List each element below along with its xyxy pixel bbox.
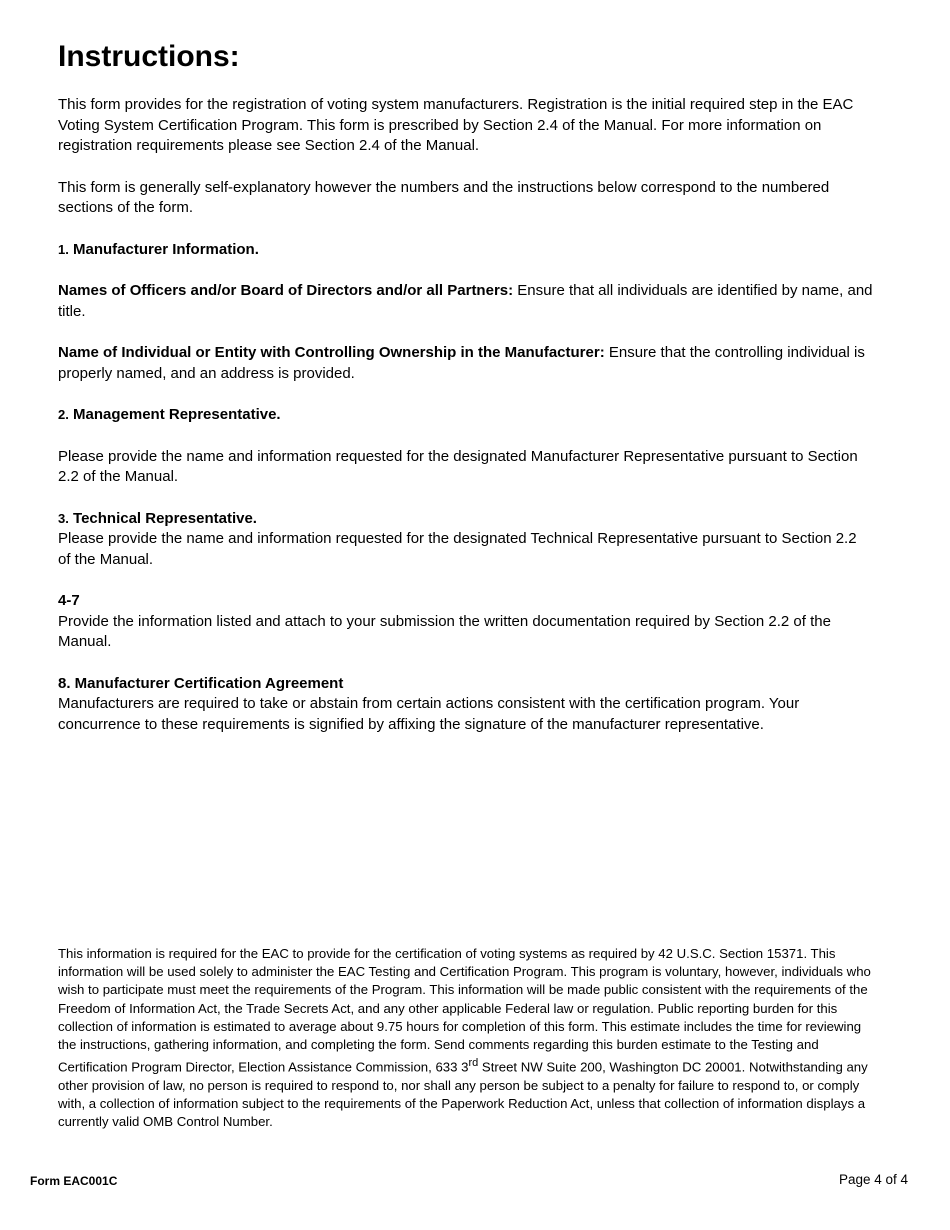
disclaimer-part-2: Street NW Suite 200, Washington DC 20001. Notwithstanding any other provision of law, no person is required to respond to, nor shall any person be subject to a penalty for failure to respond to, or comply with, a collection of information subject to the requirements of the Paperwork Reduction Act, unless that collection of information displays a currently valid OMB Control Number. [58, 1059, 868, 1130]
intro-paragraph-1: This form provides for the registration of voting system manufacturers. Registration is the initial required step in the EAC Voting System Certification Program. This form is prescribed by Section 2.4 of the Manual. For more information on registration requirements please see Section 2.4 of the Manual. [58, 96, 854, 154]
section-3-number: 3. [58, 510, 69, 526]
section-3-heading [58, 509, 873, 530]
section-1-title: Manufacturer Information. [73, 240, 259, 258]
ownership-text: Ensure that the controlling individual is properly named, and an address is provided. [58, 344, 865, 382]
section-8-heading: 8. Manufacturer Certification Agreement [58, 674, 344, 692]
section-2-text: Please provide the name and information requested for the designated Manufacturer Representative pursuant to Section 2.2 of the Manual. [58, 447, 858, 485]
section-2-number: 2. [58, 407, 69, 422]
paperwork-disclaimer [58, 945, 878, 1131]
form-id: Form EAC001C [30, 1174, 118, 1188]
section-2-heading [58, 405, 873, 426]
ordinal-superscript: rd [468, 1057, 479, 1070]
section-3-title: Technical Representative. [73, 509, 257, 527]
section-1-item-officers [58, 281, 873, 322]
section-3-text: Please provide the name and information requested for the designated Technical Representative pursuant to Section 2.2 of the Manual. [58, 530, 857, 568]
page-number: Page 4 of 4 [838, 1172, 908, 1187]
section-4-7-text: Provide the information listed and attach to your submission the written documentation required by Section 2.2 of the Manual. [58, 612, 831, 650]
section-2-title: Management Representative. [73, 406, 281, 423]
section-4-7-heading: 4-7 [58, 592, 80, 609]
section-1-number: 1. [58, 241, 69, 257]
instructions-page [58, 38, 873, 735]
officers-label: Names of Officers and/or Board of Directors and/or all Partners: [58, 282, 514, 299]
disclaimer-part-1: This information is required for the EAC to provide for the certification of voting systems as required by 42 U.S.C. Section 15371. This information will be used solely to administer the EAC Testing and Certification Program. This program is voluntary, however, individuals who wish to participate must meet the requirements of the Program. This information will be made public consistent with the requirements of the Freedom of Information Act, the Trade Secrets Act, and any other applicable Federal law or regulation. Public reporting burden for this collection of information is estimated to average about 9.75 hours for completion of this form. This estimate includes the time for reviewing the instructions, gathering information, and completing the form. Send comments regarding this burden estimate to the Testing and Certification Program Director, Election Assistance Commission, 633 3 [58, 946, 871, 1075]
officers-text: Ensure that all individuals are identified by name, and title. [58, 282, 873, 320]
page-title: Instructions: [58, 40, 240, 73]
intro-paragraph-2: This form is generally self-explanatory however the numbers and the instructions below correspond to the numbered sections of the form. [58, 178, 830, 216]
section-8-text: Manufacturers are required to take or abstain from certain actions consistent with the certification program. Your concurrence to these requirements is signified by affixing the signature of the manufacturer representative. [58, 695, 800, 733]
ownership-label: Name of Individual or Entity with Controlling Ownership in the Manufacturer: [58, 344, 605, 361]
section-1-heading [58, 240, 873, 261]
section-1-item-ownership [58, 343, 873, 384]
